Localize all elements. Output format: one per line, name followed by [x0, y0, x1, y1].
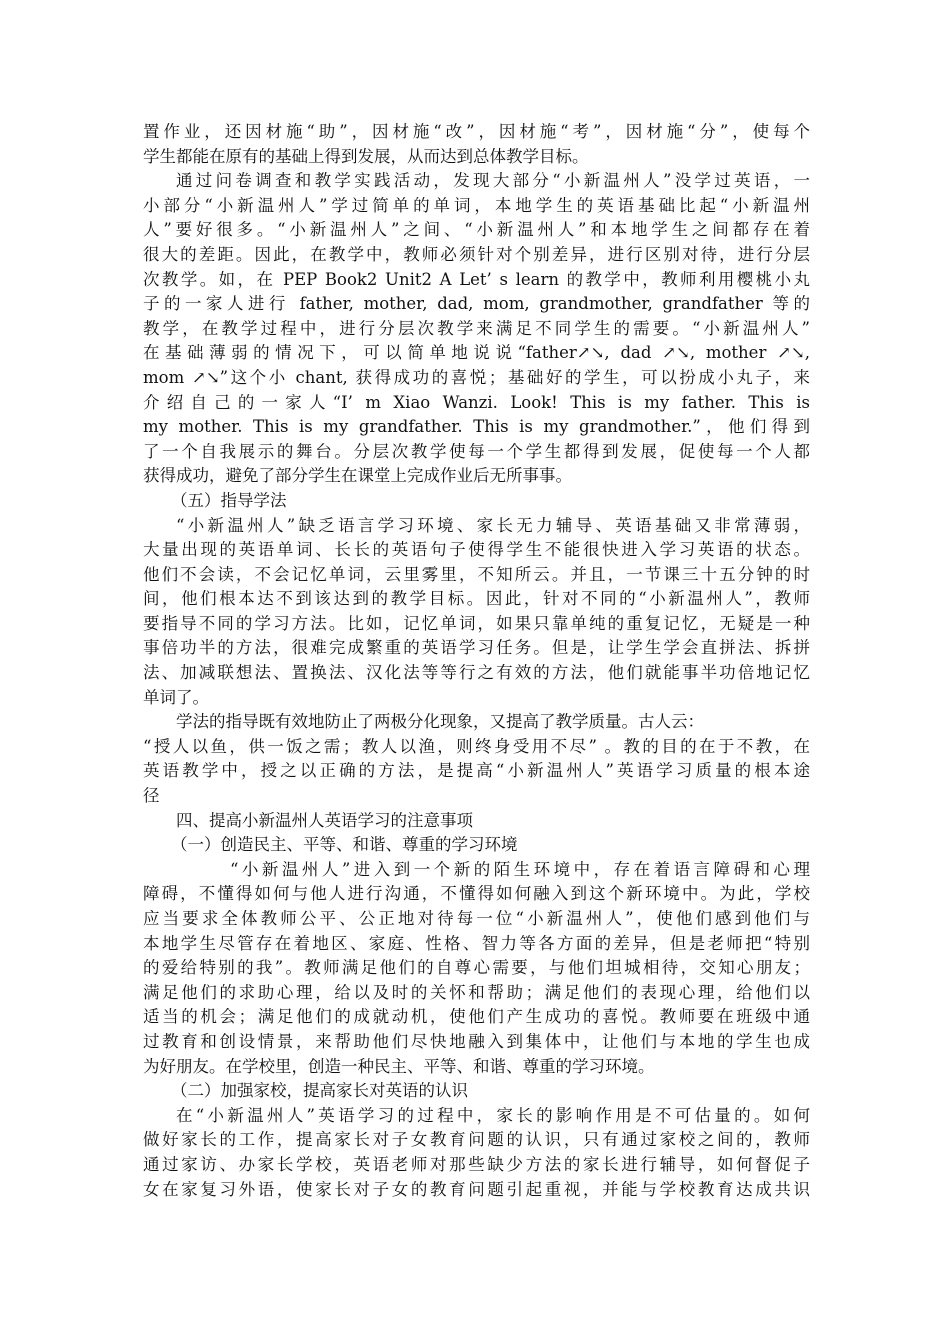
text-line: 的爱给特别的我”。教师满足他们的自尊心需要，与他们坦城相待，交知心朋友；: [143, 958, 810, 978]
text-line: 学生都能在原有的基础上得到发展，从而达到总体教学目标。: [143, 146, 589, 166]
text-line: 了一个自我展示的舞台。分层次教学使每一个学生都得到发展，促使每一个人都: [143, 441, 810, 461]
text-line: （一）创造民主、平等、和谐、尊重的学习环境: [171, 835, 518, 855]
text-line: 教学，在教学过程中，进行分层次教学来满足不同学生的需要。“小新温州人”: [143, 318, 810, 338]
text-line: 单词了。: [143, 687, 209, 707]
text-line: （五）指导学法: [171, 490, 287, 510]
text-line: 本地学生尽管存在着地区、家庭、性格、智力等各方面的差异，但是老师把“特别: [143, 933, 810, 953]
text-line: 介绍自己的一家人“I’ m Xiao Wanzi. Look! This is my father. This is: [143, 392, 810, 412]
text-line: 置作业，还因材施“助”，因材施“改”，因材施“考”，因材施“分”，使每个: [143, 122, 810, 141]
text-line: 在基础薄弱的情况下，可以简单地说说“father↗↘, dad ↗↘, mother ↗↘,: [143, 343, 810, 363]
text-line: 他们不会读，不会记忆单词，云里雾里，不知所云。并且，一节课三十五分钟的时: [143, 564, 810, 584]
text-line: 女在家复习外语，使家长对子女的教育问题引起重视，并能与学校教育达成共识: [143, 1179, 810, 1199]
text-line: 人”要好很多。“小新温州人”之间、“小新温州人”和本地学生之间都存在着: [143, 220, 810, 240]
text-line: 通过问卷调查和教学实践活动，发现大部分“小新温州人”没学过英语，一: [176, 171, 810, 191]
text-line: “小新温州人”进入到一个新的陌生环境中，存在着语言障碍和心理: [230, 859, 810, 879]
text-line: 为好朋友。在学校里，创造一种民主、平等、和谐、尊重的学习环境。: [143, 1056, 655, 1076]
text-line: 障碍，不懂得如何与他人进行沟通，不懂得如何融入到这个新环境中。为此，学校: [143, 884, 810, 904]
text-line: 满足他们的求助心理，给以及时的关怀和帮助；满足他们的表现心理，给他们以: [143, 982, 810, 1002]
text-line: 很大的差距。因此，在教学中，教师必须针对个别差异，进行区别对待，进行分层: [143, 244, 810, 264]
text-line: 法、加减联想法、置换法、汉化法等等行之有效的方法，他们就能事半功倍地记忆: [143, 663, 810, 683]
text-line: 事倍功半的方法，很难完成繁重的英语学习任务。但是，让学生学会直拼法、拆拼: [143, 638, 810, 658]
text-line: 要指导不同的学习方法。比如，记忆单词，如果只靠单纯的重复记忆，无疑是一种: [143, 613, 810, 633]
text-line: （二）加强家校，提高家长对英语的认识: [171, 1081, 468, 1101]
text-line: 小部分“小新温州人”学过简单的单词，本地学生的英语基础比起“小新温州: [143, 195, 810, 215]
text-line: 径: [143, 786, 160, 806]
text-line: my mother. This is my grandfather. This is my grandmother.”，他们得到: [143, 417, 810, 437]
text-line: 学法的指导既有效地防止了两极分化现象，又提高了教学质量。古人云：: [176, 712, 704, 732]
text-line: 在“小新温州人”英语学习的过程中，家长的影响作用是不可估量的。如何: [176, 1105, 810, 1125]
text-line: 大量出现的英语单词、长长的英语句子使得学生不能很快进入学习英语的状态。: [143, 540, 810, 560]
text-line: “小新温州人”缺乏语言学习环境、家长无力辅导、英语基础又非常薄弱，: [176, 515, 810, 535]
text-line: 子的一家人进行 father, mother, dad, mom, grandmother, grandfather 等的: [143, 294, 810, 314]
text-line: 四、提高小新温州人英语学习的注意事项: [176, 810, 473, 830]
document-page: [143, 120, 810, 1202]
text-line: 次教学。如，在 PEP Book2 Unit2 A Let’ s learn 的教学中，教师利用樱桃小丸: [143, 269, 810, 289]
text-line: “授人以鱼，供一饭之需；教人以渔，则终身受用不尽” 。教的目的在于不教，在: [143, 736, 810, 756]
text-line: 通过家访、办家长学校，英语老师对那些缺少方法的家长进行辅导，如何督促子: [143, 1154, 810, 1174]
text-line: mom ↗↘”这个小 chant, 获得成功的喜悦；基础好的学生，可以扮成小丸子，来: [143, 367, 810, 387]
text-line: 过教育和创设情景，来帮助他们尽快地融入到集体中，让他们与本地的学生也成: [143, 1031, 810, 1051]
text-line: 间，他们根本达不到该达到的教学目标。因此，针对不同的“小新温州人”，教师: [143, 589, 810, 609]
text-line: 英语教学中，授之以正确的方法，是提高“小新温州人”英语学习质量的根本途: [143, 761, 810, 781]
text-line: 获得成功，避免了部分学生在课堂上完成作业后无所事事。: [143, 466, 572, 486]
text-line: 应当要求全体教师公平、公正地对待每一位“小新温州人”，使他们感到他们与: [143, 909, 810, 928]
text-line: 做好家长的工作，提高家长对子女教育问题的认识，只有通过家校之间的，教师: [143, 1130, 810, 1150]
text-line: 适当的机会；满足他们的成就动机，使他们产生成功的喜悦。教师要在班级中通: [143, 1007, 810, 1027]
